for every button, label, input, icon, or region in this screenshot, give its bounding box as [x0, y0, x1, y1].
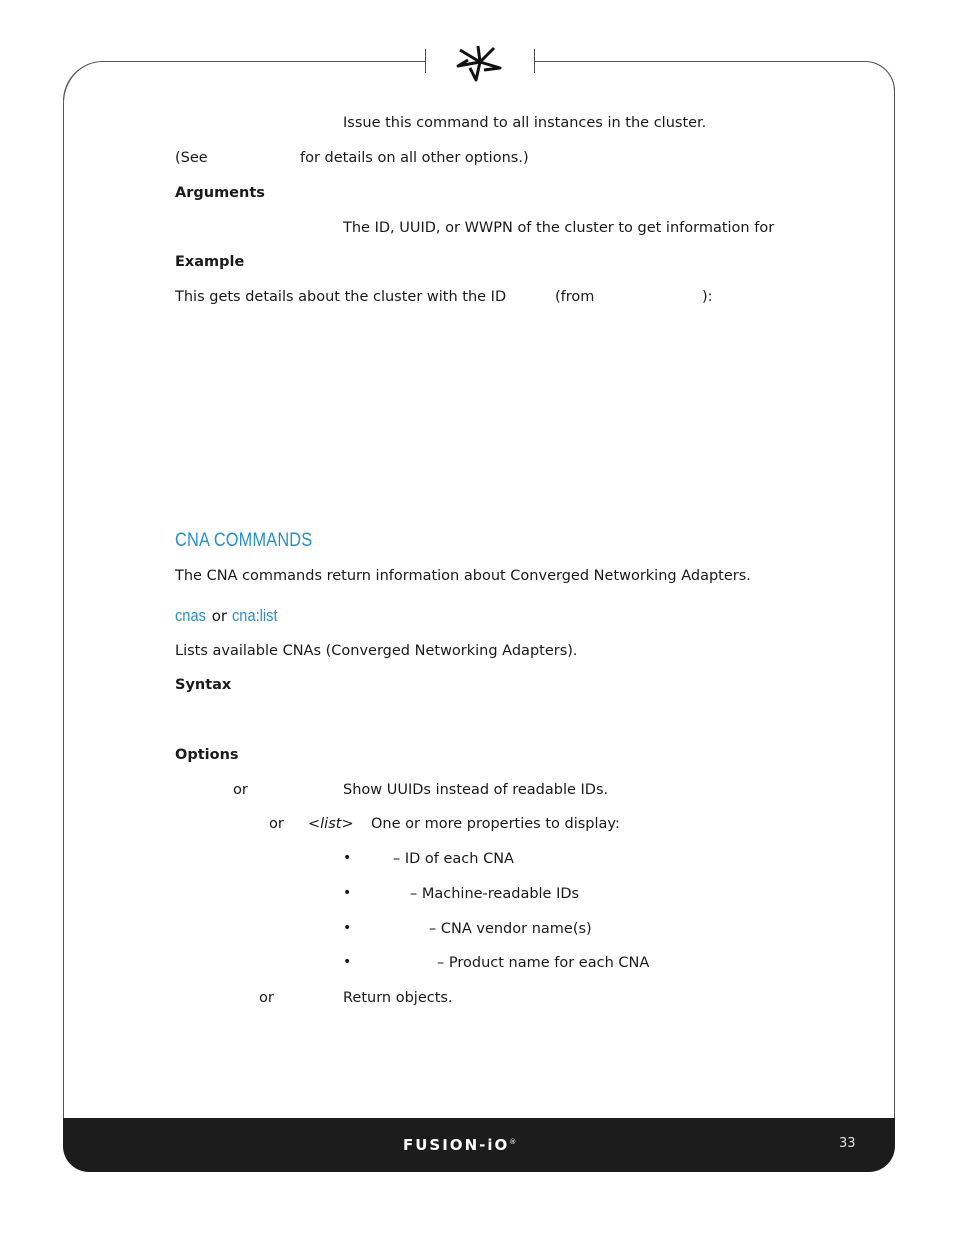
option-1-description: Show UUIDs instead of readable IDs. — [343, 782, 609, 798]
page-footer — [63, 1118, 895, 1172]
bullet-marker: • — [343, 850, 352, 866]
cluster-all-description: Issue this command to all instances in the cluster. — [343, 115, 707, 131]
option-2-or: or — [269, 816, 284, 832]
fusion-io-star-logo-icon — [450, 42, 506, 84]
subsection-or: or — [211, 607, 228, 625]
bullet-item: – CNA vendor name(s) — [429, 921, 592, 937]
bullet-marker: • — [343, 954, 352, 970]
header-divider-right — [534, 49, 535, 73]
page-number: 33 — [839, 1136, 856, 1151]
bullet-item: – Machine-readable IDs — [410, 886, 580, 902]
see-suffix: for details on all other options.) — [300, 150, 529, 166]
option-3-or: or — [259, 990, 274, 1006]
option-3-description: Return objects. — [343, 990, 453, 1006]
subsection-heading — [175, 606, 285, 626]
command-cnas: cnas — [175, 606, 206, 625]
header-divider-left — [425, 49, 426, 73]
subsection-description: Lists available CNAs (Converged Networking Adapters). — [175, 643, 578, 659]
option-2-description: One or more properties to display: — [371, 816, 620, 832]
section-intro: The CNA commands return information about Converged Networking Adapters. — [175, 568, 751, 584]
frame-top-left — [63, 61, 425, 101]
option-2-list: <list> — [308, 816, 354, 832]
syntax-heading: Syntax — [175, 677, 232, 693]
bullet-marker: • — [343, 920, 352, 936]
bullet-item: – Product name for each CNA — [437, 955, 650, 971]
footer-brand-logo — [403, 1136, 518, 1154]
options-heading: Options — [175, 747, 239, 763]
example-close: ): — [702, 289, 713, 305]
footer-brand: FUSION-iO — [403, 1136, 510, 1154]
example-from: (from — [555, 289, 595, 305]
option-1-or: or — [233, 782, 248, 798]
argument-description: The ID, UUID, or WWPN of the cluster to get information for — [343, 220, 775, 236]
section-heading-cna-commands: CNA COMMANDS — [175, 530, 313, 551]
command-cna-list: cna:list — [231, 606, 278, 625]
registered-mark: ® — [509, 1138, 519, 1146]
bullet-item: – ID of each CNA — [393, 851, 514, 867]
frame-top-right — [535, 61, 895, 101]
bullet-marker: • — [343, 885, 352, 901]
arguments-heading: Arguments — [175, 185, 265, 201]
see-prefix: (See — [175, 150, 208, 166]
example-text: This gets details about the cluster with the ID — [175, 289, 507, 305]
example-heading: Example — [175, 254, 245, 270]
